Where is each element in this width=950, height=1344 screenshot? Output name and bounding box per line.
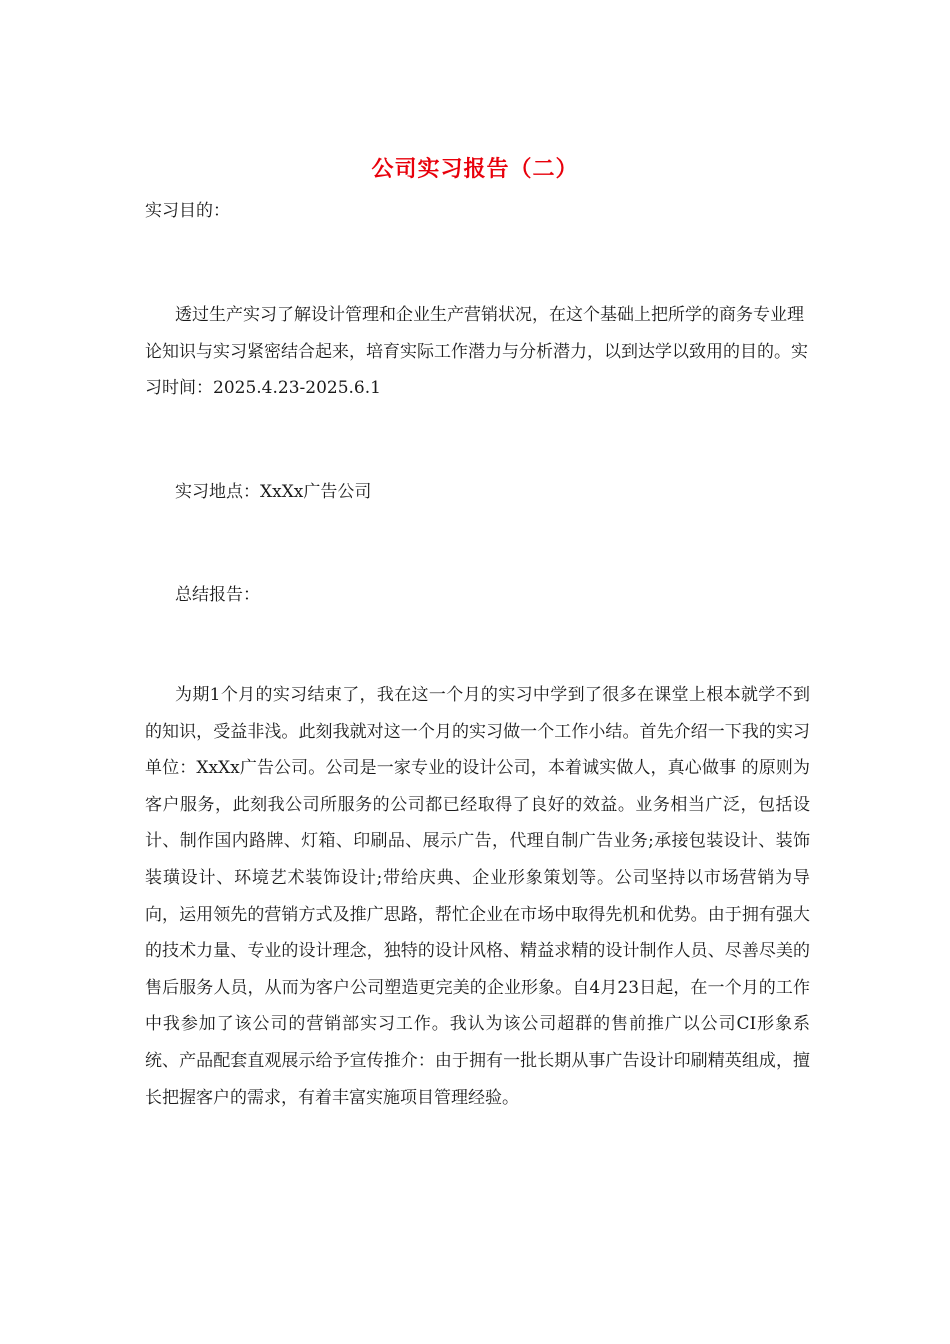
summary-paragraph: 为期1个月的实习结束了，我在这一个月的实习中学到了很多在课堂上根本就学不到的知识，受益非浅。此刻我就对这一个月的实习做一个工作小结。首先介绍一下我的实习单位：XxXx广告公司。公司是一家专业的设计公司，本着诚实做人，真心做事 的原则为客户服务，此刻我公司所服务的公司都已经取得了良好的效益。业务相当广泛，包括设计、制作国内路牌、灯箱、印刷品、展示广告，代理自制广告业务;承接包装设计、装饰装璜设计、环境艺术装饰设计;带给庆典、企业形象策划等。公司坚持以市场营销为导向，运用领先的营销方式及推广思路，帮忙企业在市场中取得先机和优势。由于拥有强大的技术力量、专业的设计理念，独特的设计风格、精益求精的设计制作人员、尽善尽美的售后服务人员，从而为客户公司塑造更完美的企业形象。自4月23日起，在一个月的工作中我参加了该公司的营销部实习工作。我认为该公司超群的售前推广以公司CI形象系统、产品配套直观展示给予宣传推介：由于拥有一批长期从事广告设计印刷精英组成，擅长把握客户的需求，有着丰富实施项目管理经验。 [145, 685, 810, 1108]
summary-label: 总结报告： [175, 585, 260, 605]
purpose-label: 实习目的： [145, 201, 230, 221]
document-title: 公司实习报告（二） [371, 156, 579, 182]
location-paragraph: 实习地点：XxXx广告公司 [175, 482, 372, 502]
purpose-paragraph: 透过生产实习了解设计管理和企业生产营销状况，在这个基础上把所学的商务专业理论知识与实习紧密结合起来，培育实际工作潜力与分析潜力，以到达学以致用的目的。实习时间：2025.4.23-2025.6.1 [145, 305, 808, 399]
